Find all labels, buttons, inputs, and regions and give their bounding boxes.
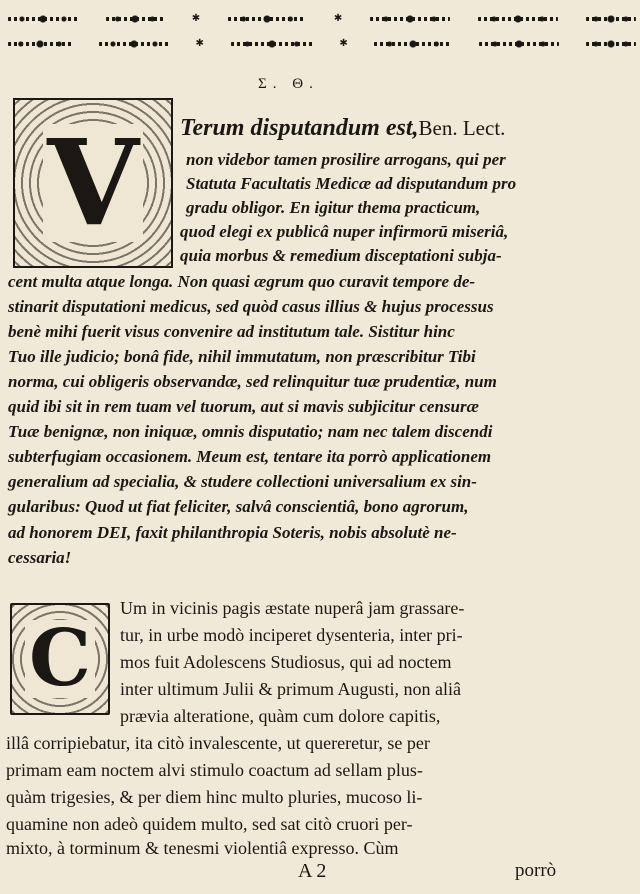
ornament-star: ✱	[191, 13, 201, 24]
ornament-piece	[99, 37, 169, 51]
text-line: Um in vicinis pagis æstate nuperâ jam grassare-	[120, 598, 465, 618]
ornament-piece	[8, 12, 78, 26]
ornament-piece	[586, 37, 636, 51]
ornament-piece	[478, 12, 558, 26]
ornament-piece	[586, 12, 636, 26]
ornament-piece	[8, 37, 72, 51]
text-line: mos fuit Adolescens Studiosus, qui ad noctem	[120, 652, 452, 672]
ornament-piece	[370, 12, 450, 26]
text-line: illâ corripiebatur, ita citò invalescente, ut quereretur, se per	[6, 733, 430, 753]
paragraph-1-heading-line	[180, 115, 506, 141]
ornament-piece	[479, 37, 559, 51]
text-line: cessaria!	[8, 548, 72, 567]
initial-letter: V	[43, 124, 143, 242]
text-line: inter ultimum Julii & primum Augusti, non aliâ	[120, 679, 461, 699]
text-line: benè mihi fuerit visus convenire ad institutum tale. Sistitur hinc	[8, 322, 455, 341]
signature-mark: Σ. Θ.	[258, 76, 319, 92]
text-line: gradu obligor. En igitur thema practicum,	[186, 198, 481, 217]
text-line: non videbor tamen prosilire arrogans, qui per	[186, 150, 506, 169]
text-line: Tuæ benignæ, non iniquæ, omnis disputatio; nam nec talem discendi	[8, 422, 493, 441]
ornament-piece	[374, 37, 452, 51]
text-line: Tuo ille judicio; bonâ fide, nihil immutatum, non præscribitur Tibi	[8, 347, 476, 366]
text-line: stinarit disputationi medicus, sed quòd casus illius & hujus processus	[8, 297, 494, 316]
paragraph-1-abbrev: Ben. Lect.	[418, 116, 506, 140]
ornament-piece	[106, 12, 164, 26]
text-line: primam eam noctem alvi stimulo coactum ad sellam plus-	[6, 760, 423, 780]
ornament-star: ✱	[333, 13, 343, 24]
text-line: mixto, à torminum & tenesmi violentiâ expresso. Cùm	[6, 838, 399, 858]
text-line: quod elegi ex publicâ nuper infirmorū miseriâ,	[180, 222, 509, 241]
signature-mark-footer: A 2	[298, 860, 327, 882]
initial-letter: C	[25, 620, 95, 698]
text-line: gularibus: Quod ut fiat feliciter, salvâ conscientiâ, bono agrorum,	[8, 497, 469, 516]
catchword: porrò	[515, 860, 557, 881]
ornament-star: ✱	[339, 38, 348, 49]
text-line: Statuta Facultatis Medicæ ad disputandum pro	[186, 174, 517, 193]
paragraph-1-title: Terum disputandum est,	[180, 115, 419, 141]
text-line: generalium ad specialia, & studere collectioni universalium ex sin-	[8, 472, 477, 491]
text-line: tur, in urbe modò inciperet dysenteria, inter pri-	[120, 625, 463, 645]
text-line: quid ibi sit in rem tuam vel tuorum, aut si mavis subjicitur censuræ	[8, 397, 479, 416]
text-line: ad honorem DEI, faxit philanthropia Soteris, nobis absolutè ne-	[8, 523, 457, 542]
ornament-star: ✱	[195, 38, 204, 49]
ornamental-initial-c	[10, 603, 110, 715]
ornament-piece	[228, 12, 306, 26]
text-line: quamine non adeò quidem multo, sed sat citò cruori per-	[6, 814, 413, 834]
ornament-border-top	[8, 10, 636, 28]
ornament-piece	[231, 37, 313, 51]
ornament-border-bottom	[8, 35, 636, 53]
text-line: cent multa atque longa. Non quasi ægrum quo curavit tempore de-	[8, 272, 476, 291]
text-line: prævia alteratione, quàm cum dolore capitis,	[120, 706, 441, 726]
text-line: norma, cui obligeris observandæ, sed relinquitur tuæ prudentiæ, num	[8, 372, 497, 391]
text-line: quàm trigesies, & per diem hinc multo pluries, mucoso li-	[6, 787, 423, 807]
text-line: subterfugiam occasionem. Meum est, tentare ita porrò applicationem	[8, 447, 492, 466]
ornamental-initial-v	[13, 98, 173, 268]
text-line: quia morbus & remedium disceptationi subja-	[180, 246, 502, 265]
